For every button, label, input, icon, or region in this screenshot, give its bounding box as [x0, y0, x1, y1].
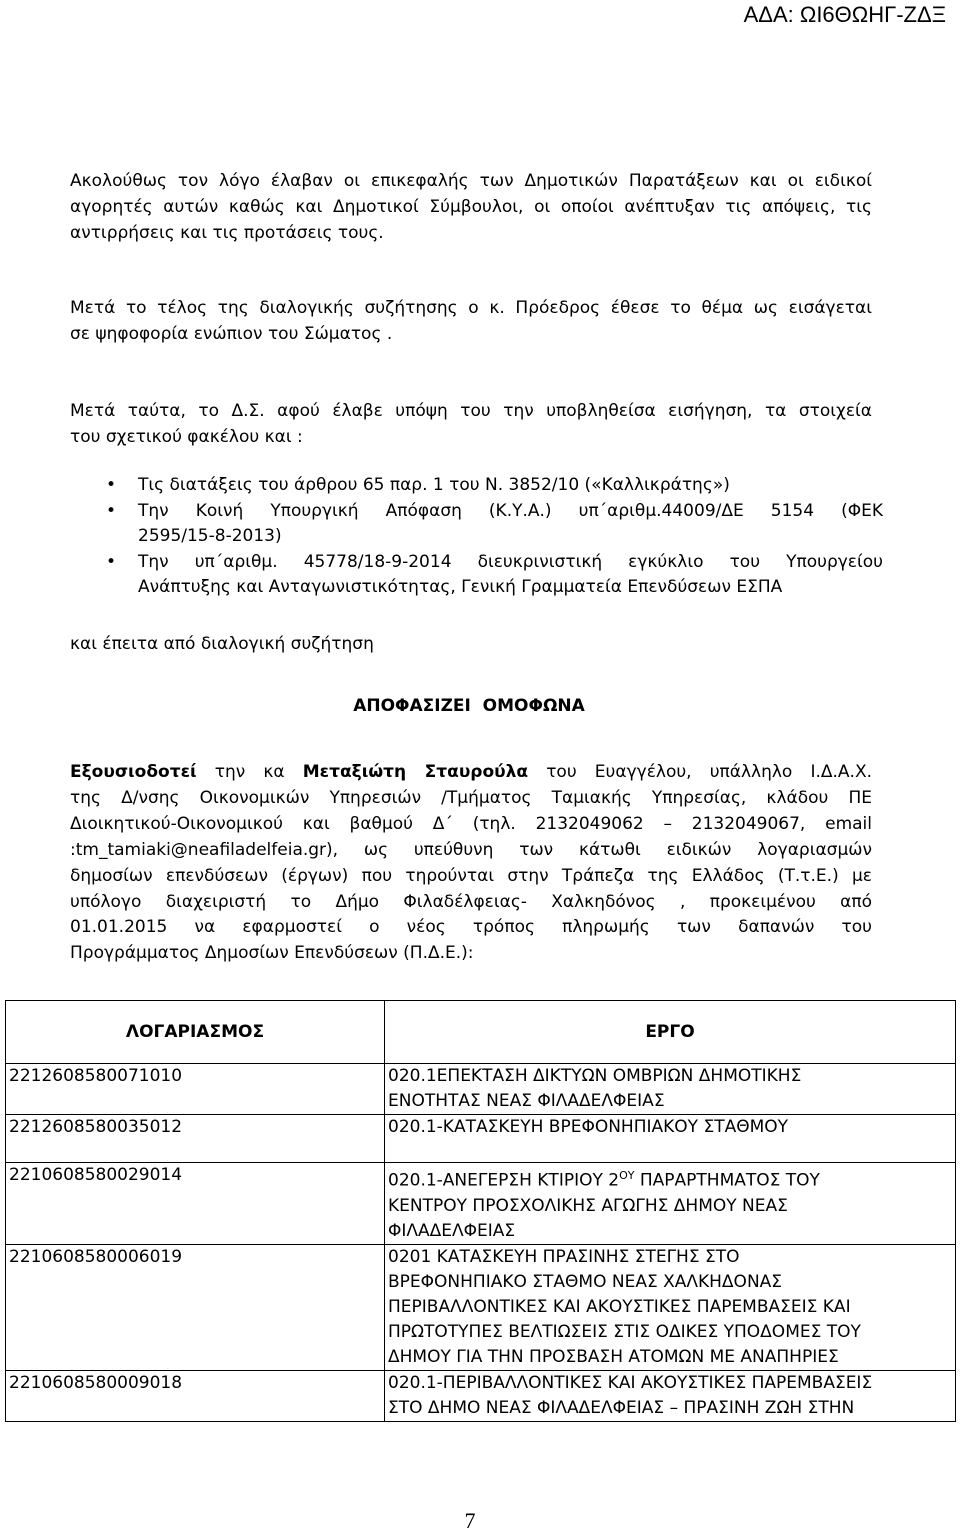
bullet-text: Ανάπτυξης και Ανταγωνιστικότητας, Γενική Γραμματεία Επενδύσεων ΕΣΠΑ — [138, 577, 783, 597]
project-line: ΒΡΕΦΟΝΗΠΙΑΚΟ ΣΤΑΘΜΟ ΝΕΑΣ ΧΑΛΚΗΔΟΝΑΣ — [388, 1271, 783, 1292]
bullet-text: Τις διατάξεις του άρθρου 65 παρ. 1 του Ν. 3852/10 («Καλλικράτης») — [138, 475, 730, 495]
account-cell: 221060858000​9018 — [6, 1370, 385, 1421]
auth-line-3: Διοικητικού-Οικονομικού και βαθμού Δ΄ (τηλ. 2132049062 – 2132049067, email — [70, 814, 872, 834]
superscript: ΟΥ — [619, 1169, 635, 1182]
auth-text: του Ευαγγέλου, υπάλληλο Ι.Δ.Α.Χ. — [528, 762, 872, 782]
project-cell — [385, 1244, 956, 1370]
project-cell — [385, 1064, 956, 1115]
vote-line-2: σε ψηφοφορία ενώπιον του Σώματος . — [70, 324, 393, 344]
project-line: ΔΗΜΟΥ ΓΙΑ ΤΗΝ ΠΡΟΣΒΑΣΗ ΑΤΟΜΩΝ ΜΕ ΑΝΑΠΗΡΙΕΣ — [388, 1346, 839, 1367]
after-line-2: του σχετικού φακέλου και : — [70, 427, 303, 447]
bullet-text: • Την υπ΄αριθμ. 45778/18-9-2014 διευκρινιστική εγκύκλιο του Υπουργείου — [138, 551, 883, 572]
account-cell: 221260858003​5012 — [6, 1115, 385, 1163]
project-line: ΚΕΝΤΡΟΥ ΠΡΟΣΧΟΛΙΚΗΣ ΑΓΩΓΗΣ ΔΗΜΟΥ ΝΕΑΣ — [388, 1195, 788, 1216]
table-header-row — [6, 1001, 956, 1064]
project-line: 020.1-ΚΑΤΑΣΚΕΥΗ ΒΡΕΦΟΝΗΠΙΑΚΟΥ ΣΤΑΘΜΟΥ — [388, 1117, 789, 1137]
project-text: ΠΑΡΑΡΤΗΜΑΤΟΣ ΤΟΥ — [634, 1170, 820, 1191]
account-cell: 221060858002​9014 — [6, 1163, 385, 1245]
project-line: ΕΝΟΤΗΤΑΣ ΝΕΑΣ ΦΙΛΑΔΕΛΦΕΙΑΣ — [388, 1091, 665, 1111]
intro-line-3: αντιρρήσεις και τις προτάσεις τους. — [70, 223, 384, 243]
page-number: 7 — [464, 1508, 476, 1533]
project-line: 020.1ΕΠΕΚΤΑΣΗ ΔΙΚΤΥΩΝ ΟΜΒΡΙΩΝ ΔΗΜΟΤΙΚΗΣ — [388, 1066, 802, 1086]
project-line: ΠΡΩΤΟΤΥΠΕΣ ΒΕΛΤΙΩΣΕΙΣ ΣΤΙΣ ΟΔΙΚΕΣ ΥΠΟΔΟΜΕΣ ΤΟΥ — [388, 1321, 861, 1342]
project-cell — [385, 1115, 956, 1163]
project-line — [388, 1163, 952, 1194]
decision-heading: ΑΠΟΦΑΣΙΖΕΙ ΟΜΟΦΩΝΑ — [353, 696, 585, 716]
header-account: ΛΟΓΑΡΙΑΣΜΟΣ — [6, 1001, 385, 1064]
ada-code: ΑΔΑ: ΩΙ6ΘΩΗΓ-ΖΔΞ — [743, 2, 946, 27]
vote-line-1: Μετά το τέλος της διαλογικής συζήτησης ο κ. Πρόεδρος έθεσε το θέμα ως εισάγεται — [70, 298, 872, 318]
dialog-line: και έπειτα από διαλογική συζήτηση — [70, 634, 374, 654]
account-cell: 221260858007​1010 — [6, 1064, 385, 1115]
table-row — [6, 1370, 956, 1421]
list-item — [70, 550, 883, 601]
project-line: ΠΕΡΙΒΑΛΛΟΝΤΙΚΕΣ ΚΑΙ ΑΚΟΥΣΤΙΚΕΣ ΠΑΡΕΜΒΑΣΕΙΣ ΚΑΙ — [388, 1296, 851, 1317]
table-row — [6, 1163, 956, 1245]
project-cell — [385, 1163, 956, 1245]
auth-line-5: δημοσίων επενδύσεων (έργων) που τηρούνται στην Τράπεζα της Ελλάδος (Τ.τ.Ε.) με — [70, 866, 872, 886]
list-item — [70, 499, 883, 550]
table-row — [6, 1115, 956, 1163]
bullet-text: • Την Κοινή Υπουργική Απόφαση (Κ.Υ.Α.) υπ΄αριθμ.44009/ΔΕ 5154 (ΦΕΚ — [138, 500, 883, 521]
project-line: ΣΤΟ ΔΗΜΟ ΝΕΑΣ ΦΙΛΑΔΕΛΦΕΙΑΣ – ΠΡΑΣΙΝΗ ΖΩΗ ΣΤΗΝ — [388, 1397, 855, 1418]
auth-line-2: της Δ/νσης Οικονομικών Υπηρεσιών /Τμήματος Ταμιακής Υπηρεσίας, κλάδου ΠΕ — [70, 788, 872, 808]
intro-line-1: Ακολούθως τον λόγο έλαβαν οι επικεφαλής των Δημοτικών Παρατάξεων και οι ειδικοί — [70, 171, 872, 191]
auth-line-7: 01.01.2015 να εφαρμοστεί ο νέος τρόπος πληρωμής των δαπανών του — [70, 917, 872, 937]
auth-line-4: :tm_tamiaki@neafiladelfeia.gr), ως υπεύθυνη των κάτωθι ειδικών λογαριασμών — [70, 840, 872, 860]
project-line: ΦΙΛΑΔΕΛΦΕΙΑΣ — [388, 1220, 516, 1241]
table-row — [6, 1244, 956, 1370]
header-project: ΕΡΓΟ — [385, 1001, 956, 1064]
accounts-table — [5, 1000, 956, 1422]
account-cell: 221060858000​6019 — [6, 1244, 385, 1370]
auth-line-8: Προγράμματος Δημοσίων Επενδύσεων (Π.Δ.Ε.): — [70, 943, 474, 963]
after-line-1: Μετά ταύτα, το Δ.Σ. αφού έλαβε υπόψη του την υποβληθείσα εισήγηση, τα στοιχεία — [70, 401, 872, 421]
employee-name: Μεταξιώτη Σταυρούλα — [302, 762, 529, 782]
intro-line-2: αγορητές αυτών καθώς και Δημοτικοί Σύμβουλοι, οι οποίοι ανέπτυξαν τις απόψεις, τις — [70, 197, 872, 217]
auth-text: την κα — [196, 762, 303, 782]
auth-line-6: υπόλογο διαχειριστή το Δήμο Φιλαδέλφειας- Χαλκηδόνος , προκειμένου από — [70, 892, 872, 912]
project-cell — [385, 1370, 956, 1421]
auth-verb: Εξουσιοδοτεί — [70, 762, 197, 782]
project-text: 020.1-ΑΝΕΓΕΡΣΗ ΚΤΙΡΙΟΥ 2 — [388, 1170, 620, 1191]
considerations-list — [70, 473, 883, 601]
table-row — [6, 1064, 956, 1115]
auth-line-1 — [70, 760, 872, 786]
bullet-text: 2595/15-8-2013) — [138, 526, 282, 546]
list-item — [70, 473, 883, 499]
project-line: 020.1-ΠΕΡΙΒΑΛΛΟΝΤΙΚΕΣ ΚΑΙ ΑΚΟΥΣΤΙΚΕΣ ΠΑΡΕΜΒΑΣΕΙΣ — [388, 1372, 873, 1393]
project-line: 0201 ΚΑΤΑΣΚΕΥΗ ΠΡΑΣΙΝΗΣ ΣΤΕΓΗΣ ΣΤΟ — [388, 1246, 740, 1267]
